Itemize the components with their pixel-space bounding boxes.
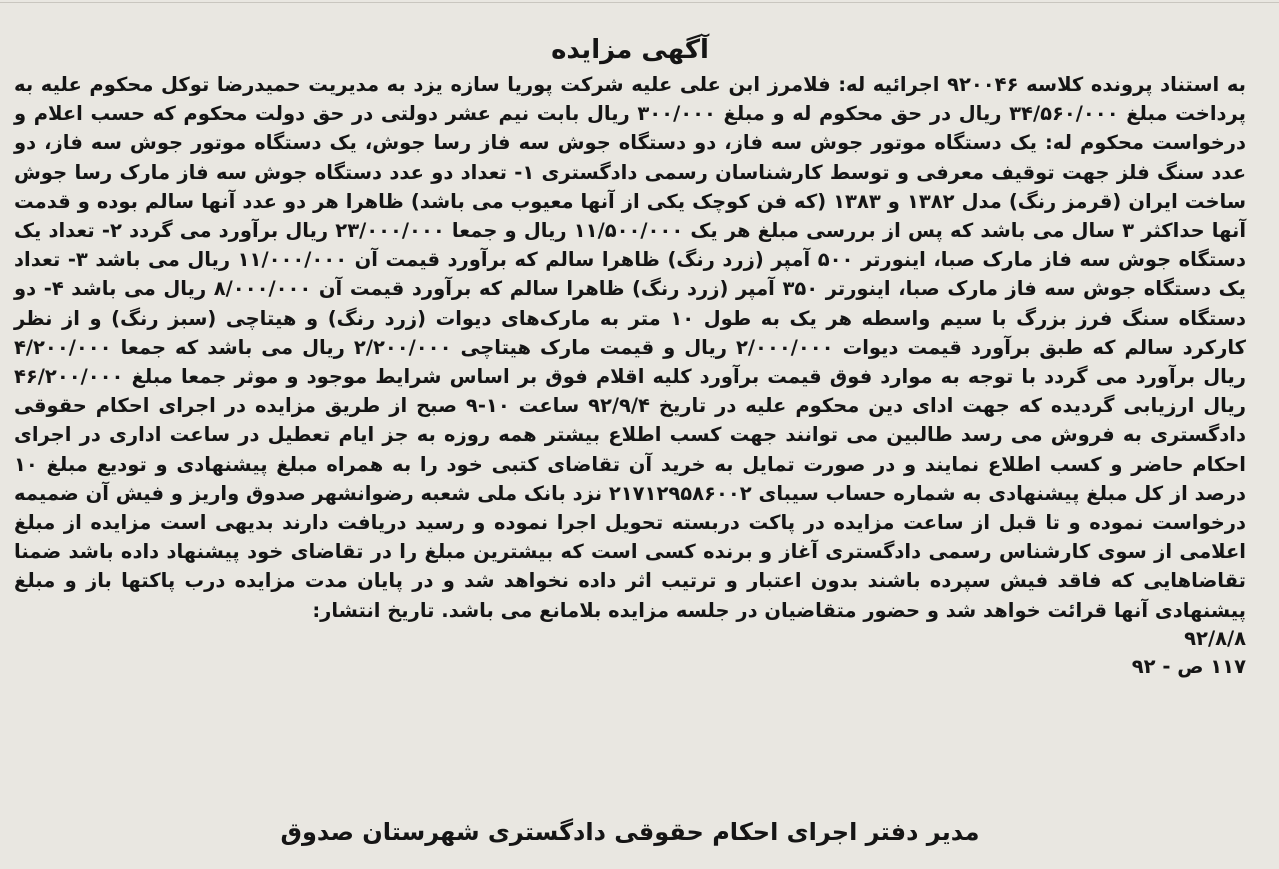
notice-body: به استناد پرونده کلاسه ۹۲۰۰۴۶ اجرائیه له: فلامرز ابن علی علیه شرکت پوریا سازه یزد به مدیریت حمیدرضا توکل محکوم علیه به پرداخت مبلغ ۳۴/۵۶۰/۰۰۰ ریال در حق محکوم له و مبلغ ۳۰۰/۰۰۰ ریال بابت نیم عشر دولتی در حق دولت محکوم که حسب اعلام و درخواست محکوم له: یک دستگاه موتور جوش سه فاز، دو دستگاه جوش سه فاز رسا جوش، یک دستگاه موتور جوش سه فاز، دو عدد سنگ فلز جهت توقیف معرفی و توسط کارشناسان رسمی دادگستری ۱- تعداد دو عدد دستگاه جوش سه فاز مارک رسا جوش ساخت ایران (قرمز رنگ) مدل ۱۳۸۲ و ۱۳۸۳ (که فن کوچک یکی از آنها معیوب می باشد) ظاهرا هر دو عدد آنها سالم بوده و قدمت آنها حداکثر ۳ سال می باشد که پس از بررسی مبلغ هر یک ۱۱/۵۰۰/۰۰۰ ریال و جمعا ۲۳/۰۰۰/۰۰۰ ریال برآورد می گردد ۲- تعداد یک دستگاه جوش سه فاز مارک صبا، اینورتر ۵۰۰ آمپر (زرد رنگ) ظاهرا سالم که برآورد قیمت آن ۱۱/۰۰۰/۰۰۰ ریال می باشد ۳- تعداد یک دستگاه جوش سه فاز مارک صبا، اینورتر ۳۵۰ آمپر (زرد رنگ) ظاهرا سالم که برآورد قیمت آن ۸/۰۰۰/۰۰۰ ریال می باشد ۴- دو دستگاه سنگ فرز بزرگ با سیم واسطه هر یک به طول ۱۰ متر به مارک‌های دیوات (زرد رنگ) و هیتاچی (سبز رنگ) و از نظر کارکرد سالم که طبق برآورد قیمت دیوات ۲/۰۰۰/۰۰۰ ریال و قیمت مارک هیتاچی ۲/۲۰۰/۰۰۰ ریال می باشد که جمعا ۴/۲۰۰/۰۰۰ ریال برآورد می گردد با توجه به موارد فوق قیمت برآورد کلیه اقلام فوق بر اساس شرایط موجود و موثر جمعا مبلغ ۴۶/۲۰۰/۰۰۰ ریال ارزیابی گردیده که جهت ادای دین محکوم علیه در تاریخ ۹۲/۹/۴ ساعت ۱۰-۹ صبح از طریق مزایده در اجرای احکام حقوقی دادگستری به فروش می رسد طالبین می توانند جهت کسب اطلاع بیشتر همه روزه به جز ایام تعطیل در ساعت اداری در اجرای احکام حاضر و کسب اطلاع نمایند و در صورت تمایل به خرید آن تقاضای کتبی خود را به همراه مبلغ پیشنهادی و تودیع مبلغ ۱۰ درصد از کل مبلغ پیشنهادی به شماره حساب سیبای ۲۱۷۱۲۹۵۸۶۰۰۲ نزد بانک ملی شعبه رضوانشهر صدوق واریز و فیش آن ضمیمه درخواست نموده و تا قبل از ساعت مزایده در پاکت دربسته تحویل اجرا نموده و رسید دریافت دارند بدیهی است مزایده از مبلغ اعلامی از سوی کارشناس رسمی دادگستری آغاز و برنده کسی است که بیشترین مبلغ را در تقاضای خود پیشنهاد داده باشد ضمنا تقاضاهایی که فاقد فیش سپرده باشند بدون اعتبار و ترتیب اثر داده نخواهد شد و در پایان مدت مزایده درب پاکتها باز و مبلغ پیشنهادی آنها قرائت خواهد شد و حضور متقاضیان در جلسه مزایده بلامانع می باشد. تاریخ انتشار: <box>14 73 1247 622</box>
auction-notice <box>14 30 1246 681</box>
publish-date: ۹۲/۸/۸ <box>1184 626 1246 650</box>
top-column-rule <box>0 2 1279 3</box>
notice-signature: مدیر دفتر اجرای احکام حقوقی دادگستری شهرستان صدوق <box>280 818 980 846</box>
notice-title: آگهی مزایده <box>551 35 709 65</box>
notice-reference: ۱۱۷ ص - ۹۲ <box>1131 654 1246 678</box>
